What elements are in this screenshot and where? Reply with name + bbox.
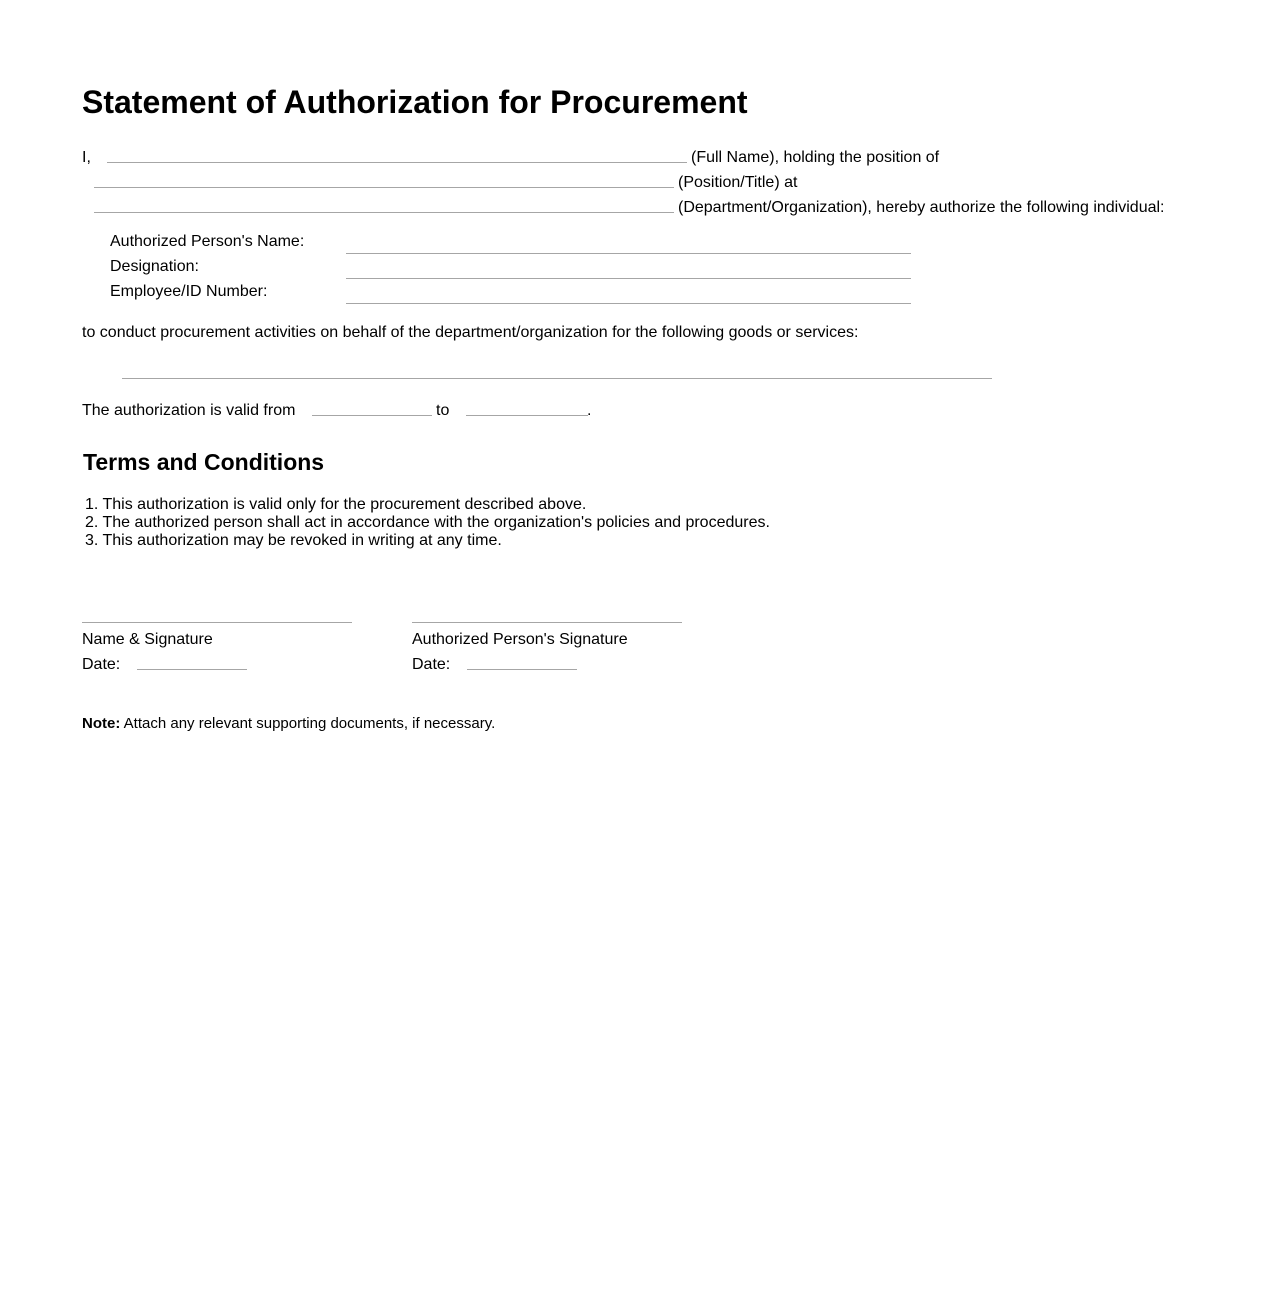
date-field-2[interactable] xyxy=(467,669,577,670)
authorized-name-label: Authorized Person's Name: xyxy=(110,233,305,250)
employee-id-label: Employee/ID Number: xyxy=(110,283,268,300)
department-field[interactable] xyxy=(94,212,674,213)
validity-connector: to xyxy=(436,402,450,419)
date-label-1: Date: xyxy=(82,656,121,673)
note-label: Note: xyxy=(82,715,121,732)
date-field-1[interactable] xyxy=(137,669,247,670)
terms-item-2: 2. The authorized person shall act in accordance with the organization's policies and procedures. xyxy=(85,514,770,531)
position-field[interactable] xyxy=(94,187,674,188)
note-text: Attach any relevant supporting documents, if necessary. xyxy=(120,715,496,732)
purpose-text: to conduct procurement activities on behalf of the department/organization for the following goods or services: xyxy=(82,324,859,341)
page-title: Statement of Authorization for Procurement xyxy=(82,84,748,120)
goods-services-field[interactable] xyxy=(122,378,992,379)
validity-suffix: . xyxy=(587,402,592,419)
intro-prefix: I, xyxy=(82,149,91,166)
valid-to-field[interactable] xyxy=(466,415,588,416)
valid-from-field[interactable] xyxy=(312,415,432,416)
validity-prefix: The authorization is valid from xyxy=(82,402,296,419)
position-label: (Position/Title) at xyxy=(678,174,798,191)
signature-line-1[interactable] xyxy=(82,622,352,623)
designation-field[interactable] xyxy=(346,278,911,279)
signature-line-2[interactable] xyxy=(412,622,682,623)
full-name-label: (Full Name), holding the position of xyxy=(691,149,940,166)
date-label-2: Date: xyxy=(412,656,451,673)
designation-label: Designation: xyxy=(110,258,199,275)
authorized-name-field[interactable] xyxy=(346,253,911,254)
signature-label-1: Name & Signature xyxy=(82,631,213,648)
full-name-field[interactable] xyxy=(107,162,687,163)
terms-item-3: 3. This authorization may be revoked in writing at any time. xyxy=(85,532,502,549)
note xyxy=(82,716,495,731)
department-label: (Department/Organization), hereby authorize the following individual: xyxy=(678,199,1165,216)
employee-id-field[interactable] xyxy=(346,303,911,304)
terms-heading: Terms and Conditions xyxy=(83,449,325,475)
signature-label-2: Authorized Person's Signature xyxy=(412,631,628,648)
terms-item-1: 1. This authorization is valid only for the procurement described above. xyxy=(85,496,587,513)
